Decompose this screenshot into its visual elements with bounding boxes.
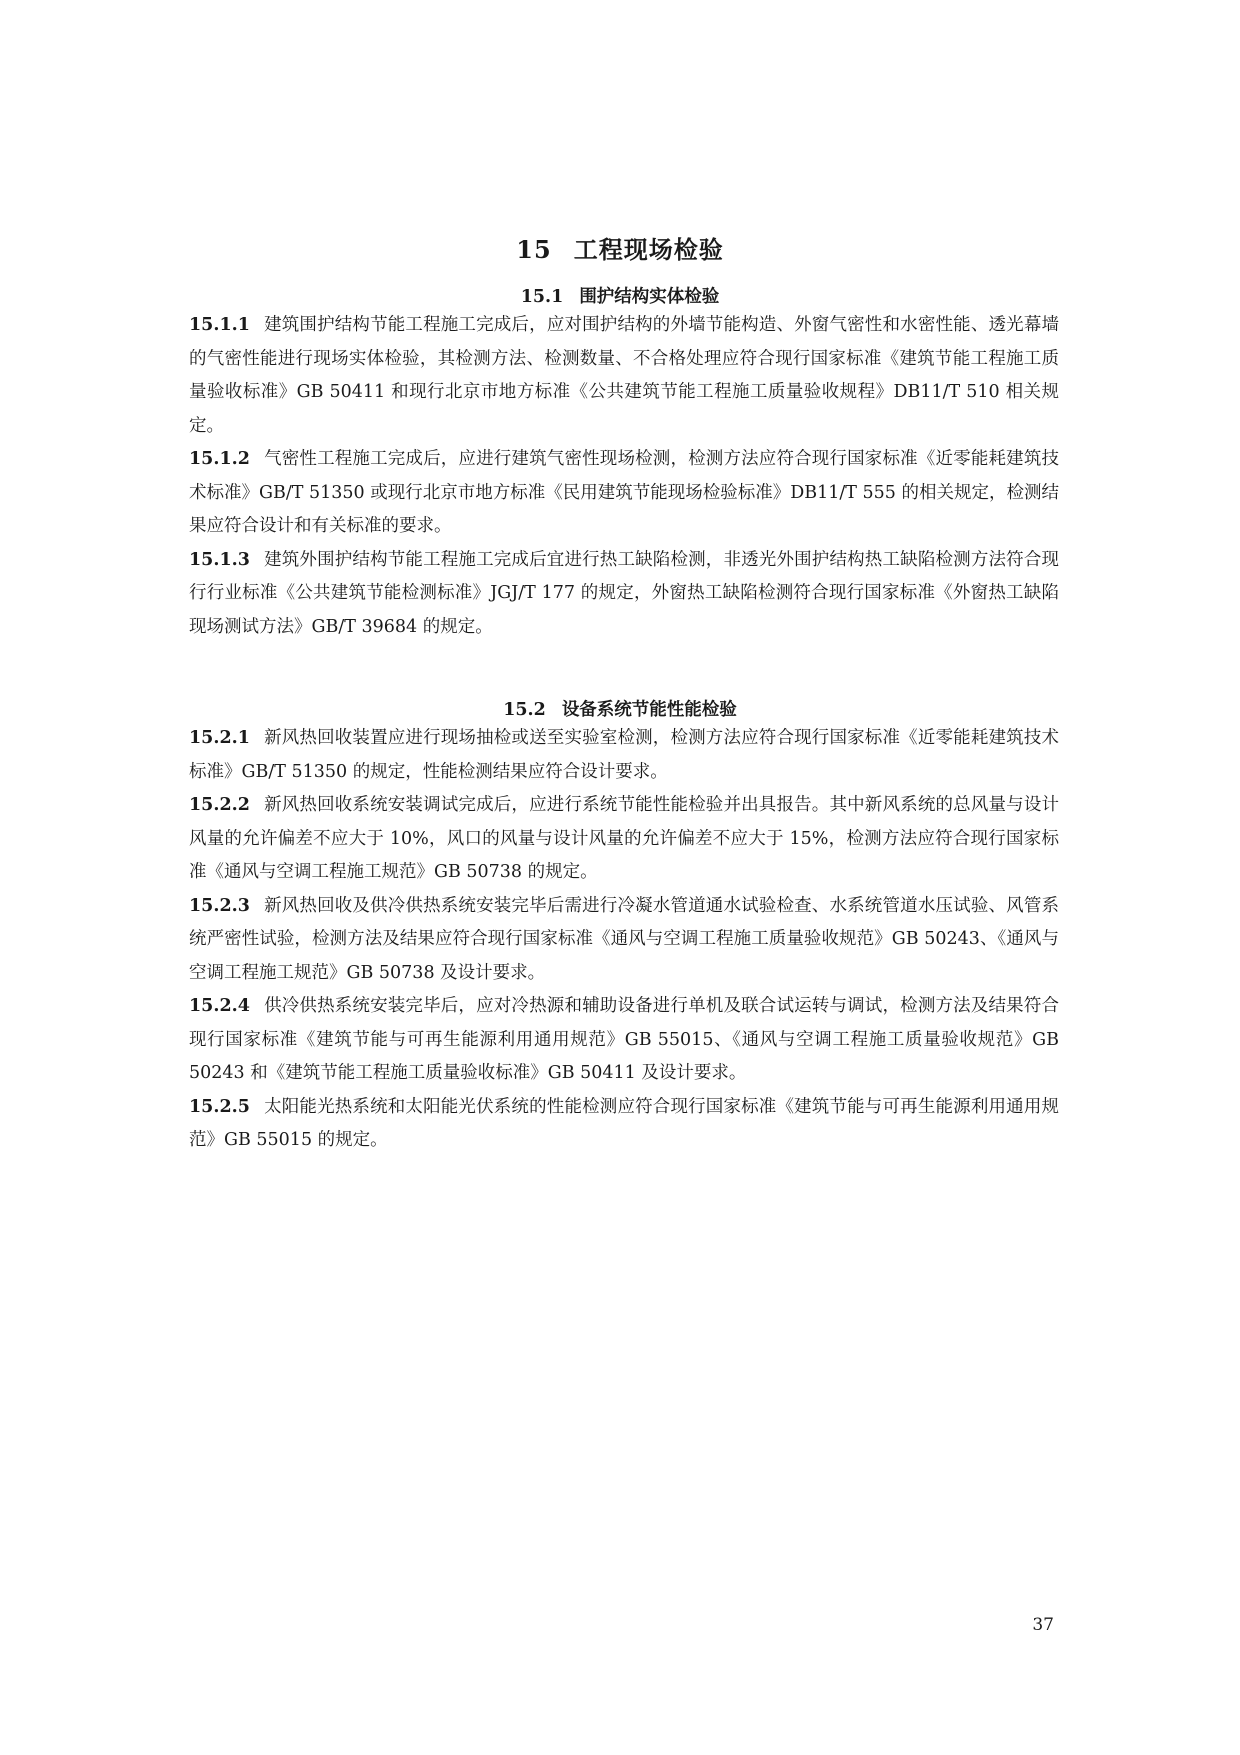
chapter-number: 15 [516, 235, 552, 264]
clause-text: 供冷供热系统安装完毕后，应对冷热源和辅助设备进行单机及联合试运转与调试，检测方法及结果符合现行国家标准《建筑节能与可再生能源利用通用规范》GB 55015、《通风与空调工程施工质量验收规范》GB 50243 和《建筑节能工程施工质量验收标准》GB 50411 及设计要求。 [189, 996, 1059, 1083]
section-number: 15.1 [520, 287, 564, 307]
section-title-15-2 [0, 696, 1240, 721]
clause-15-1-1 [189, 309, 1059, 443]
clause-number: 15.2.2 [189, 795, 250, 815]
clause-text: 新风热回收及供冷供热系统安装完毕后需进行冷凝水管道通水试验检查、水系统管道水压试验、风管系统严密性试验，检测方法及结果应符合现行国家标准《通风与空调工程施工质量验收规范》GB 50243、《通风与空调工程施工规范》GB 50738 及设计要求。 [189, 895, 1059, 983]
section-15-1-clauses [189, 309, 1059, 644]
clause-text: 太阳能光热系统和太阳能光伏系统的性能检测应符合现行国家标准《建筑节能与可再生能源利用通用规范》GB 55015 的规定。 [189, 1096, 1059, 1150]
clause-number: 15.2.1 [189, 728, 250, 748]
clause-text: 新风热回收系统安装调试完成后，应进行系统节能性能检验并出具报告。其中新风系统的总风量与设计风量的允许偏差不应大于 10%，风口的风量与设计风量的允许偏差不应大于 15%，检测方法应符合现行国家标准《通风与空调工程施工规范》GB 50738 的规定。 [189, 795, 1059, 882]
clause-text: 建筑围护结构节能工程施工完成后，应对围护结构的外墙节能构造、外窗气密性和水密性能、透光幕墙的气密性能进行现场实体检验，其检测方法、检测数量、不合格处理应符合现行国家标准《建筑节能工程施工质量验收标准》GB 50411 和现行北京市地方标准《公共建筑节能工程施工质量验收规程》DB11/T 510 相关规定。 [189, 315, 1059, 436]
clause-15-2-1 [189, 722, 1059, 789]
clause-15-2-2 [189, 789, 1059, 890]
clause-number: 15.2.4 [189, 996, 250, 1016]
clause-number: 15.2.5 [189, 1096, 250, 1117]
clause-text: 新风热回收装置应进行现场抽检或送至实验室检测，检测方法应符合现行国家标准《近零能耗建筑技术标准》GB/T 51350 的规定，性能检测结果应符合设计要求。 [189, 728, 1059, 782]
section-title-text: 设备系统节能性能检验 [561, 700, 737, 720]
section-number: 15.2 [503, 700, 546, 720]
section-15-2-clauses [189, 722, 1059, 1158]
chapter-title-text: 工程现场检验 [573, 235, 724, 264]
chapter-title [0, 230, 1240, 265]
clause-text: 建筑外围护结构节能工程施工完成后宜进行热工缺陷检测，非透光外围护结构热工缺陷检测方法符合现行行业标准《公共建筑节能检测标准》JGJ/T 177 的规定，外窗热工缺陷检测符合现行国家标准《外窗热工缺陷现场测试方法》GB/T 39684 的规定。 [189, 549, 1059, 637]
clause-15-2-4 [189, 990, 1059, 1091]
clause-text: 气密性工程施工完成后，应进行建筑气密性现场检测，检测方法应符合现行国家标准《近零能耗建筑技术标准》GB/T 51350 或现行北京市地方标准《民用建筑节能现场检验标准》DB11/T 555 的相关规定，检测结果应符合设计和有关标准的要求。 [189, 449, 1059, 536]
clause-15-2-5 [189, 1091, 1059, 1158]
page-number: 37 [1032, 1615, 1054, 1635]
clause-15-2-3 [189, 890, 1059, 991]
clause-number: 15.2.3 [189, 895, 250, 916]
clause-15-1-3 [189, 544, 1059, 645]
clause-15-1-2 [189, 443, 1059, 544]
clause-number: 15.1.3 [189, 549, 250, 570]
section-title-text: 围护结构实体检验 [579, 287, 720, 307]
section-title-15-1 [0, 283, 1240, 308]
clause-number: 15.1.2 [189, 449, 250, 469]
clause-number: 15.1.1 [189, 315, 250, 335]
